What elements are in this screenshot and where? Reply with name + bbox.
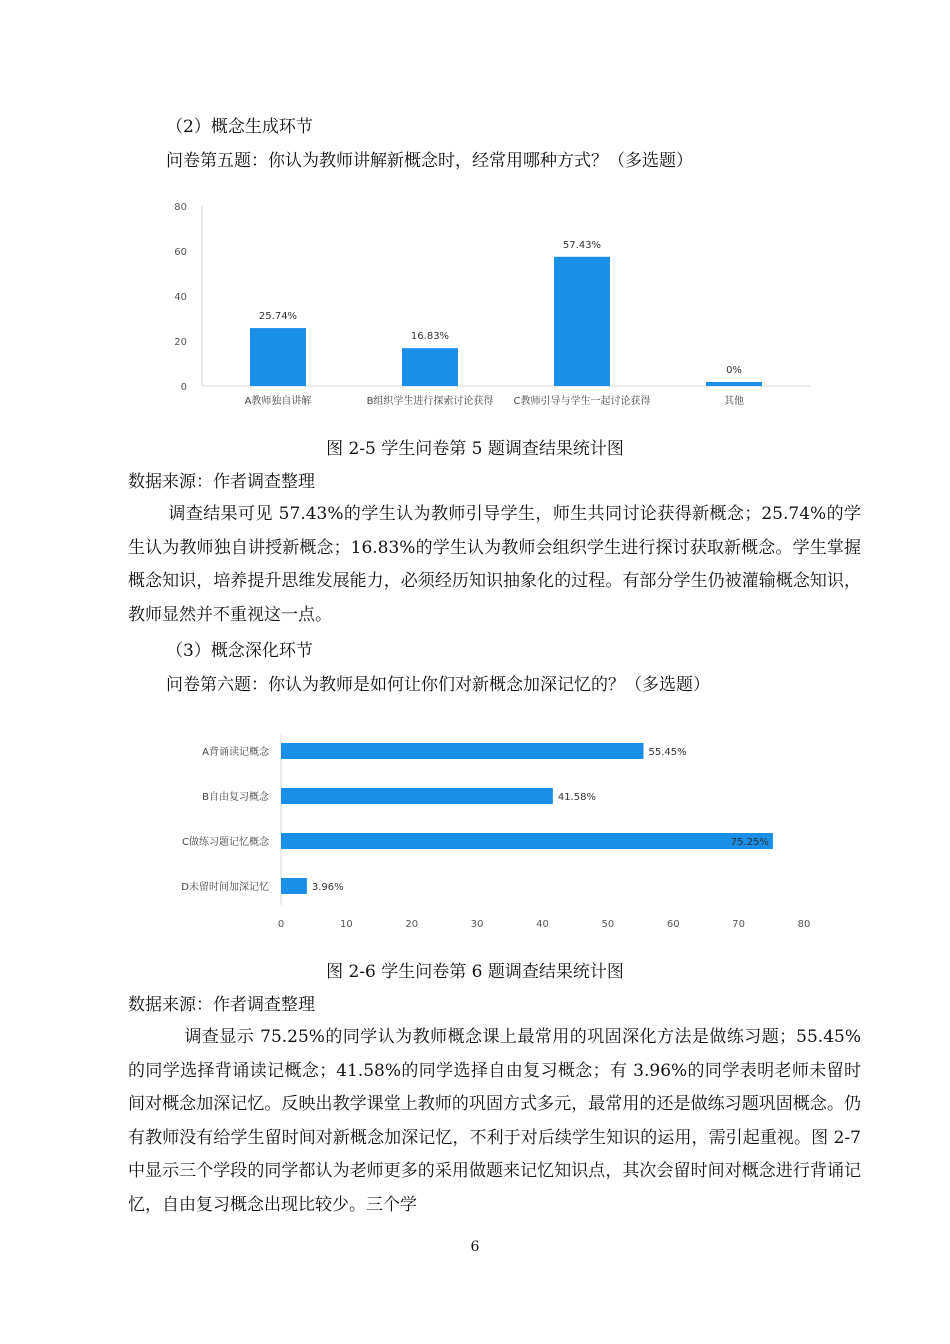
- section-heading-concept-generation: （2）概念生成环节: [166, 117, 313, 137]
- y-tick-label: 20: [174, 337, 187, 348]
- bar: [281, 743, 644, 759]
- x-tick-label: 20: [405, 919, 419, 930]
- y-tick-label: 40: [174, 292, 187, 303]
- x-tick-label: 40: [536, 919, 549, 930]
- question-6-text: 问卷第六题：你认为教师是如何让你们对新概念加深记忆的？（多选题）: [166, 675, 710, 695]
- x-tick-label: 60: [666, 919, 680, 930]
- figure-2-5-chart: [160, 195, 820, 415]
- bar: [281, 833, 773, 849]
- figure-2-5-caption: 图 2-5 学生问卷第 5 题调查结果统计图: [326, 439, 624, 459]
- bar-data-label: 75.25%: [730, 837, 769, 848]
- x-tick-label: 50: [601, 919, 615, 930]
- y-tick-label: 80: [174, 202, 187, 213]
- paragraph-fig5-analysis: 调查结果可见 57.43%的学生认为教师引导学生，师生共同讨论获得新概念；25.74%的学生认为教师独自讲授新概念；16.83%的学生认为教师会组织学生进行探讨获取新概念。学生掌握概念知识，培养提升思维发展能力，必须经历知识抽象化的过程。有部分学生仍被灌输概念知识，教师显然并不重视这一点。: [128, 504, 861, 625]
- figure-2-6-caption: 图 2-6 学生问卷第 6 题调查结果统计图: [326, 962, 624, 982]
- category-label: A教师独自讲解: [244, 396, 312, 407]
- bar: [281, 788, 553, 804]
- bar: [250, 328, 306, 386]
- bar: [554, 257, 610, 386]
- category-label: D未留时间加深记忆: [181, 882, 269, 893]
- bar-data-label: 0%: [726, 365, 742, 376]
- question-5-text: 问卷第五题：你认为教师讲解新概念时，经常用哪种方式？（多选题）: [166, 151, 693, 171]
- paragraph-fig6-analysis: 调查显示 75.25%的同学认为教师概念课上最常用的巩固深化方法是做练习题；55.45%的同学选择背诵读记概念；41.58%的同学选择自由复习概念；有 3.96%的同学表明老师未留时间对概念加深记忆。反映出教学课堂上教师的巩固方式多元，最常用的还是做练习题巩固概念。仍有教师没有给学生留时间对新概念加深记忆，不利于对后续学生知识的运用，需引起重视。图 2-7 中显示三个学段的同学都认为老师更多的采用做题来记忆知识点，其次会留时间对概念进行背诵记忆，自由复习概念出现比较少。三个学: [128, 1027, 861, 1215]
- bar-data-label: 57.43%: [562, 239, 602, 251]
- bar-data-label: 55.45%: [648, 747, 687, 758]
- bar-data-label: 16.83%: [410, 331, 450, 343]
- figure-2-6-source: 数据来源：作者调查整理: [128, 995, 315, 1015]
- page-number: 6: [470, 1239, 480, 1255]
- category-label: C教师引导与学生一起讨论获得: [513, 396, 651, 407]
- category-label: A背诵读记概念: [202, 747, 269, 758]
- bar-data-label: 25.74%: [258, 311, 298, 323]
- section-heading-concept-deepening: （3）概念深化环节: [166, 641, 313, 661]
- bar: [706, 382, 762, 386]
- x-tick-label: 70: [732, 919, 745, 930]
- category-label: B自由复习概念: [202, 792, 269, 803]
- y-tick-label: 60: [174, 247, 187, 258]
- x-tick-label: 80: [797, 919, 811, 930]
- bar-data-label: 41.58%: [557, 792, 596, 803]
- y-tick-label: 0: [180, 382, 187, 393]
- x-tick-label: 30: [470, 919, 484, 930]
- bar-data-label: 3.96%: [311, 882, 344, 893]
- bar: [402, 348, 458, 386]
- figure-2-6-chart: [160, 725, 830, 940]
- bar: [281, 878, 307, 894]
- figure-2-5-source: 数据来源：作者调查整理: [128, 472, 315, 492]
- category-label: B组织学生进行探索讨论获得: [366, 396, 494, 407]
- x-tick-label: 0: [277, 919, 285, 930]
- x-tick-label: 10: [340, 919, 353, 930]
- category-label: C做练习题记忆概念: [182, 837, 269, 848]
- category-label: 其他: [724, 396, 744, 407]
